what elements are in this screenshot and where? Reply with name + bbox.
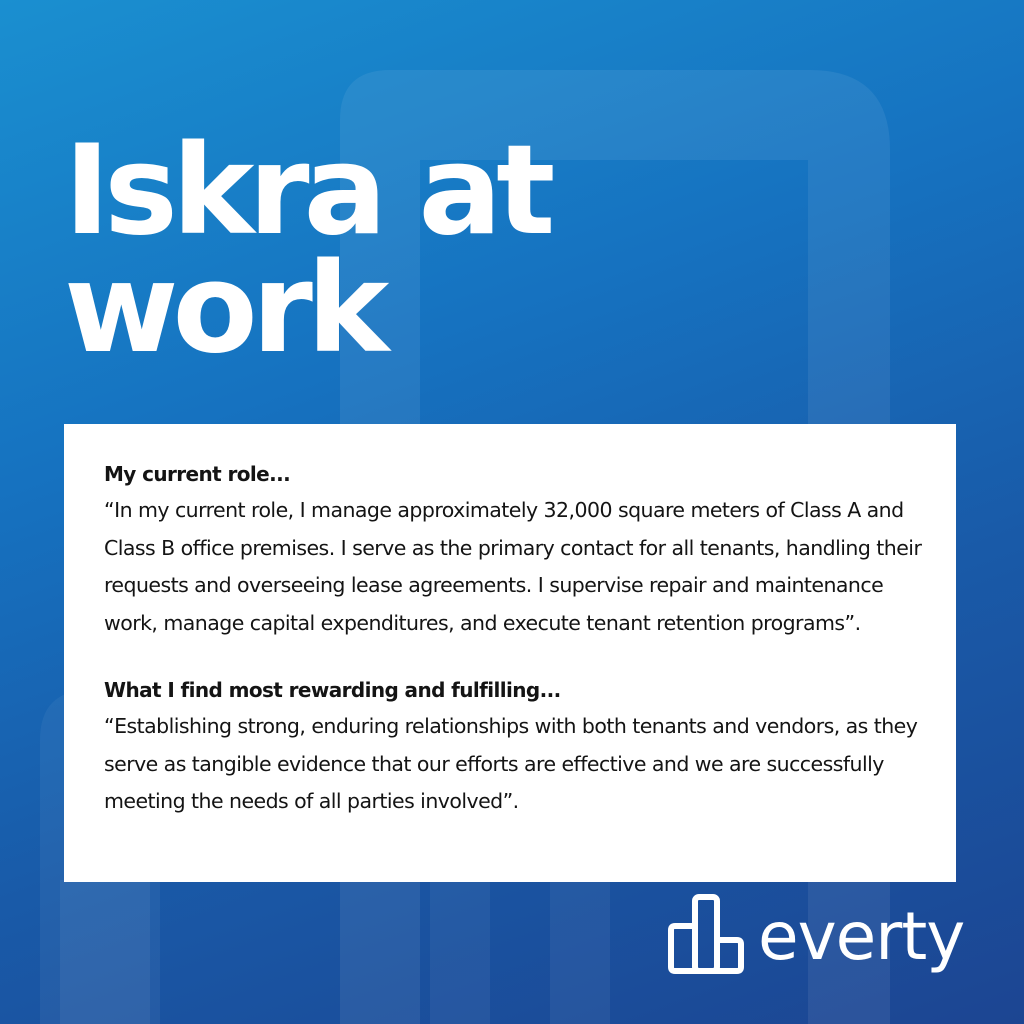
section-text-current-role: “In my current role, I manage approximately 32,000 square meters of Class A and Class B office premises. I serve as the primary contact for all tenants, handling their requests and overseeing lease agreements. I supervise repair and maintenance work, manage capital expenditures, and execute tenant retention programs”. bbox=[104, 498, 922, 635]
section-spacer bbox=[104, 642, 926, 672]
section-text-rewarding: “Establishing strong, enduring relationships with both tenants and vendors, as they serve as tangible evidence that our efforts are effective and we are successfully meeting the needs of all parties involved”. bbox=[104, 714, 918, 813]
section-title-current-role: My current role... bbox=[104, 462, 291, 486]
building-icon bbox=[666, 892, 746, 976]
headline-line-2: work bbox=[64, 237, 384, 381]
headline-line-1: Iskra at bbox=[64, 119, 550, 263]
section-title-rewarding: What I find most rewarding and fulfilling... bbox=[104, 678, 561, 702]
everty-logo bbox=[666, 892, 986, 992]
headline bbox=[64, 119, 550, 381]
logo-wordmark: everty bbox=[758, 898, 965, 975]
quote-card bbox=[64, 424, 956, 882]
